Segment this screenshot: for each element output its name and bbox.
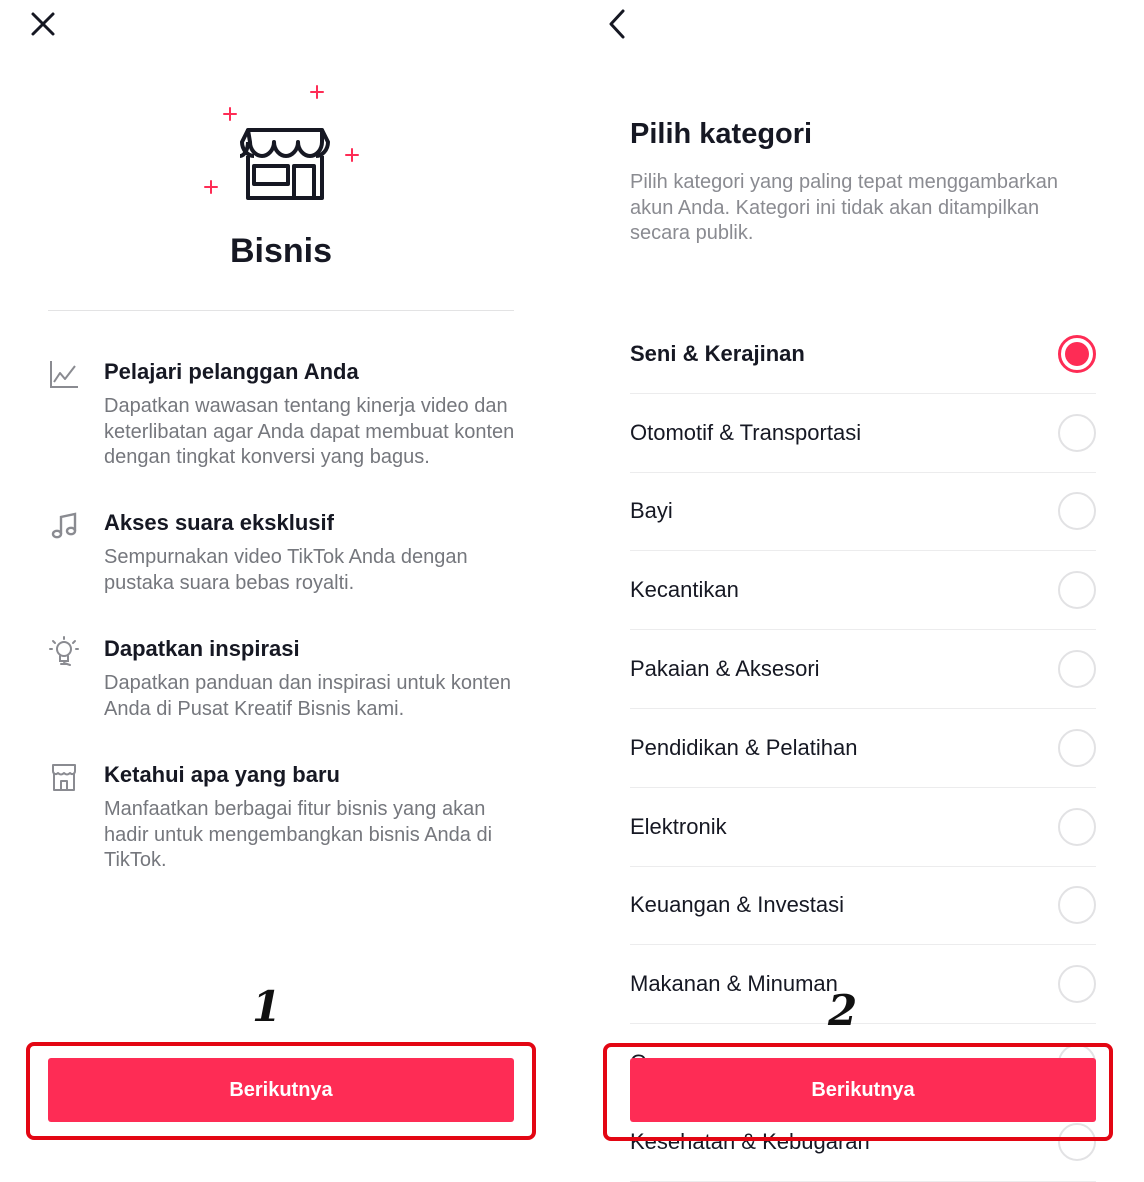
category-list <box>630 315 1096 1154</box>
category-label: Elektronik <box>630 813 727 839</box>
category-label: Kesehatan & Kebugaran <box>630 1128 870 1154</box>
music-note-icon <box>48 509 80 541</box>
category-item[interactable] <box>630 551 1096 630</box>
category-item[interactable] <box>630 945 1096 1024</box>
step-number-annotation: 2 <box>828 986 858 1035</box>
category-item[interactable] <box>630 394 1096 473</box>
feature-title: Ketahui apa yang baru <box>104 762 340 787</box>
radio-button[interactable] <box>1058 886 1096 924</box>
category-label: Pakaian & Aksesori <box>630 656 820 682</box>
store-icon <box>48 761 80 793</box>
next-button[interactable]: Berikutnya <box>630 1058 1096 1122</box>
category-label: Makanan & Minuman <box>630 971 838 997</box>
feature-title: Akses suara eksklusif <box>104 510 334 535</box>
back-arrow-icon[interactable] <box>602 8 632 40</box>
radio-button[interactable] <box>1058 965 1096 1003</box>
radio-button[interactable] <box>1058 571 1096 609</box>
radio-button[interactable] <box>1058 492 1096 530</box>
close-icon[interactable] <box>28 10 58 40</box>
category-item[interactable] <box>630 630 1096 709</box>
step-number-annotation: 1 <box>252 982 282 1031</box>
radio-button[interactable] <box>1058 650 1096 688</box>
radio-button-selected[interactable] <box>1058 335 1096 373</box>
lightbulb-icon <box>48 635 80 667</box>
category-item[interactable] <box>630 315 1096 394</box>
category-label: Pendidikan & Pelatihan <box>630 734 858 760</box>
category-item[interactable] <box>630 709 1096 788</box>
feature-description: Dapatkan panduan dan inspirasi untuk konten Anda di Pusat Kreatif Bisnis kami. <box>104 672 511 720</box>
divider <box>48 310 514 311</box>
category-label: Seni & Kerajinan <box>630 340 805 366</box>
store-illustration <box>200 82 365 207</box>
feature-description: Manfaatkan berbagai fitur bisnis yang akan hadir untuk mengembangkan bisnis Anda di TikTok. <box>104 798 493 871</box>
feature-description: Dapatkan wawasan tentang kinerja video dan keterlibatan agar Anda dapat membuat konten dengan tingkat konversi yang bagus. <box>104 395 515 468</box>
radio-button[interactable] <box>1058 1123 1096 1161</box>
page-subtitle: Pilih kategori yang paling tepat menggambarkan akun Anda. Kategori ini tidak akan ditampilkan secara publik. <box>630 171 1059 244</box>
category-item[interactable] <box>630 867 1096 946</box>
category-item[interactable] <box>630 473 1096 552</box>
category-label: Bayi <box>630 498 673 524</box>
chart-icon <box>48 358 80 390</box>
feature-description: Sempurnakan video TikTok Anda dengan pustaka suara bebas royalti. <box>104 546 468 594</box>
next-button[interactable]: Berikutnya <box>48 1058 514 1122</box>
category-label: Keuangan & Investasi <box>630 892 845 918</box>
category-item[interactable] <box>630 788 1096 867</box>
feature-title: Dapatkan inspirasi <box>104 636 300 661</box>
category-label: Kecantikan <box>630 577 739 603</box>
feature-title: Pelajari pelanggan Anda <box>104 359 359 384</box>
page-title: Pilih kategori <box>630 118 813 150</box>
radio-button[interactable] <box>1058 414 1096 452</box>
page-title: Bisnis <box>229 232 333 270</box>
radio-button[interactable] <box>1058 808 1096 846</box>
radio-button[interactable] <box>1058 729 1096 767</box>
category-label: Otomotif & Transportasi <box>630 419 862 445</box>
